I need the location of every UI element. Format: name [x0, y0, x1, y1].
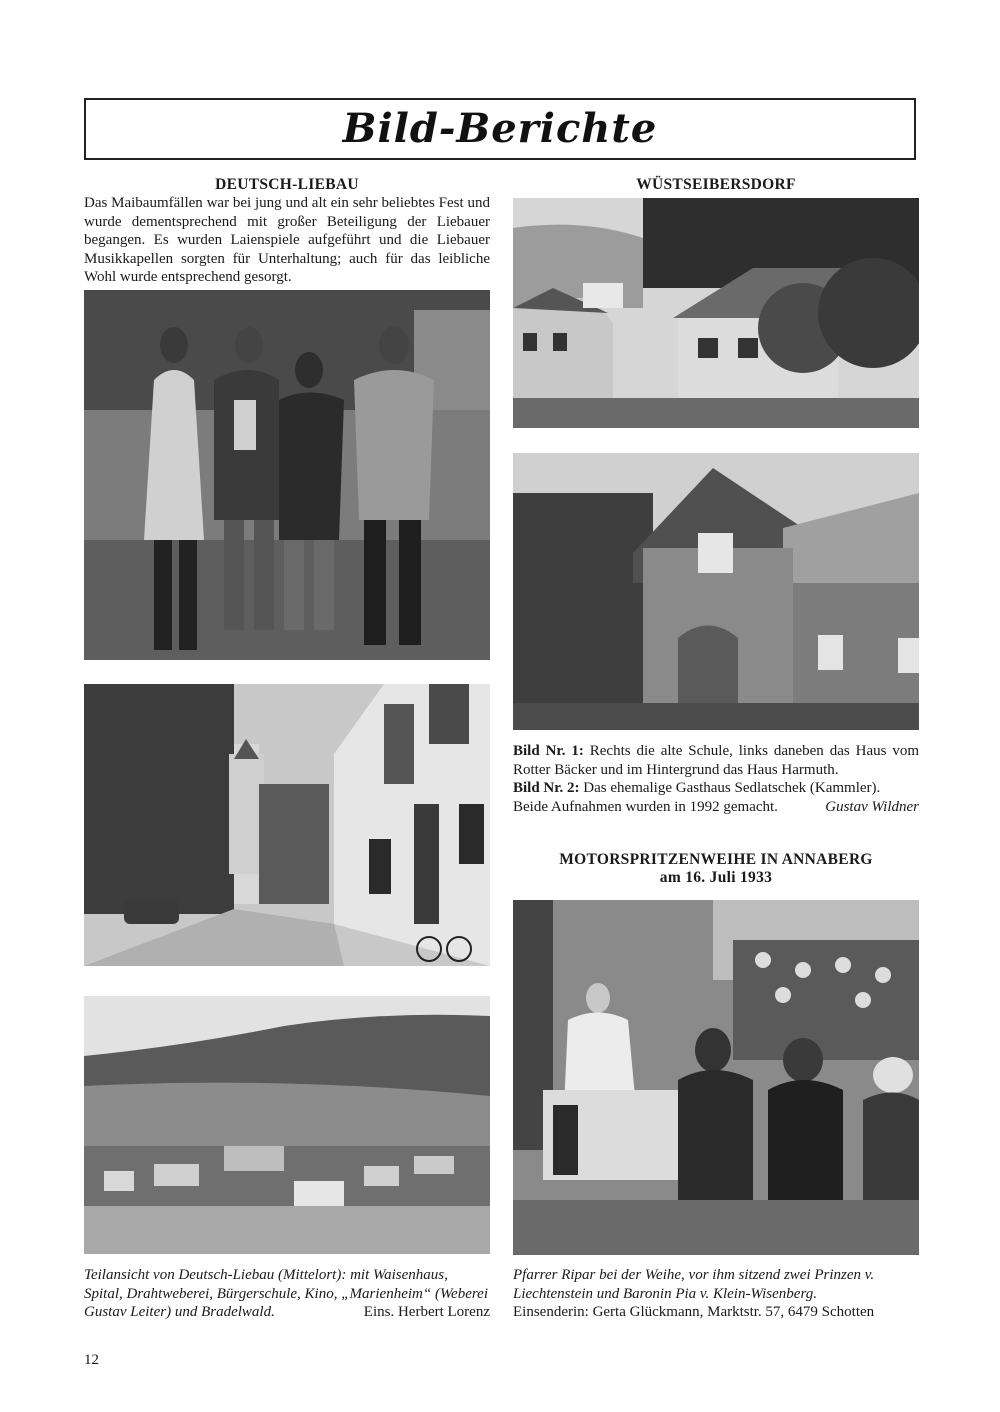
caption-village-credit: Eins. Herbert Lorenz	[363, 1304, 490, 1320]
section-text-deutsch-liebau: Das Maibaumfällen war bei jung und alt ein sehr beliebtes Fest und wurde dementsprechend mit großer Beteiligung der Liebauer begangen. Es wurden Laienspiele aufgeführt und die Liebauer Musikkapellen sorgten für Unterhaltung; auch für das leibliche Wohl wurde entsprechend gesorgt.	[84, 195, 490, 285]
caption-bild-1-label: Bild Nr. 1:	[513, 743, 584, 759]
photo-old-school	[513, 198, 919, 428]
caption-annaberg-sender: Einsenderin: Gerta Glückmann, Marktstr. 57, 6479 Schotten	[513, 1304, 875, 1320]
photo-maibaum-men	[84, 290, 490, 660]
page-title: Bild-Berichte	[342, 105, 658, 152]
caption-village-text: Teilansicht von Deutsch-Liebau (Mittelort): mit Waisenhaus, Spital, Drahtweberei, Bürgerschule, Kino, „Marienheim“ (Weberei Gustav Leiter) und Bradelwald.	[84, 1267, 488, 1320]
section-heading-annaberg-line1: MOTORSPRITZENWEIHE IN ANNABERG	[559, 851, 873, 868]
section-heading-annaberg	[513, 851, 919, 887]
photo-street-church	[84, 684, 490, 966]
photo-annaberg-ceremony	[513, 900, 919, 1255]
photo-gasthaus	[513, 453, 919, 730]
caption-bild-2-credit: Gustav Wildner	[825, 798, 919, 815]
caption-bild-2	[513, 779, 919, 816]
section-heading-annaberg-line2: am 16. Juli 1933	[659, 869, 773, 886]
caption-wuestseibersdorf	[513, 742, 919, 816]
caption-bild-2-text: Das ehemalige Gasthaus Sedlatschek (Kammler). Beide Aufnahmen wurden in 1992 gemacht.	[513, 780, 881, 815]
caption-bild-1	[513, 742, 919, 779]
photo-village-panorama	[84, 996, 490, 1254]
caption-annaberg-text: Pfarrer Ripar bei der Weihe, vor ihm sitzend zwei Prinzen v. Liechtenstein und Baronin Pia v. Klein-Wisenberg.	[513, 1267, 875, 1302]
page-number: 12	[84, 1352, 99, 1368]
caption-bild-1-text: Rechts die alte Schule, links daneben das Haus vom Rotter Bäcker und im Hintergrund das Haus Harmuth.	[513, 743, 920, 778]
section-heading-wuestseibersdorf: WÜSTSEIBERSDORF	[636, 176, 796, 193]
caption-annaberg	[513, 1266, 919, 1322]
section-heading-deutsch-liebau: DEUTSCH-LIEBAU	[215, 176, 359, 193]
caption-village	[84, 1266, 490, 1322]
caption-bild-2-label: Bild Nr. 2:	[513, 780, 580, 796]
